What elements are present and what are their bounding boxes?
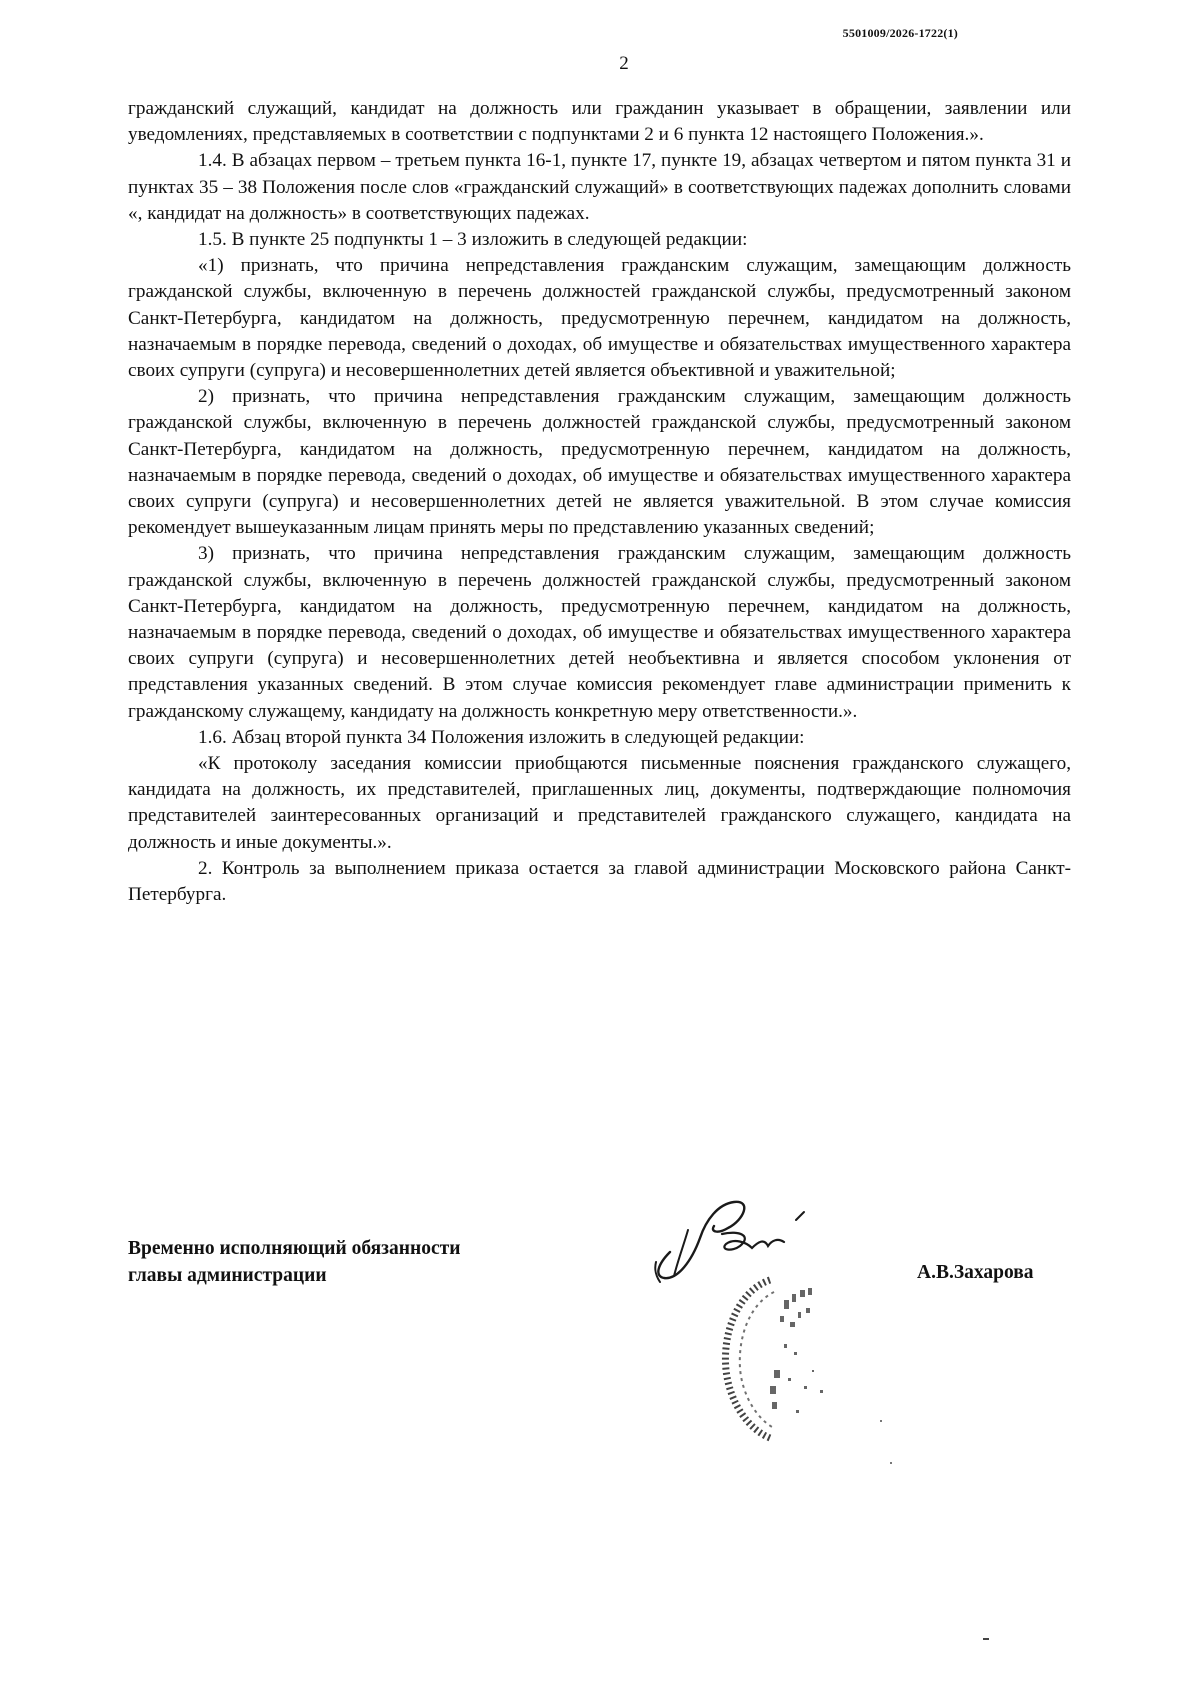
subparagraph-3: 3) признать, что причина непредставления гражданским служащим, замещающим должность гражданской службы, включенную в перечень должностей гражданской службы, предусмотренный законом Санкт-Петербурга, кандидатом на должность, предусмотренную перечнем, кандидатом на должность, назначаемым в порядке перевода, сведений о доходах, об имуществе и обязательствах имущественного характера своих супруги (супруга) и несовершеннолетних детей необъективна и является способом уклонения от представления указанных сведений. В этом случае комиссия рекомендует главе администрации применить к гражданскому служащему, кандидату на должность конкретную меру ответственности.». — [128, 543, 1071, 722]
page-number: 2 — [619, 53, 629, 74]
subparagraph-1: «1) признать, что причина непредставления гражданским служащим, замещающим должность гражданской службы, включенную в перечень должностей гражданской службы, предусмотренный законом Санкт-Петербурга, кандидатом на должность, предусмотренную перечнем, кандидатом на должность, назначаемым в порядке перевода, сведений о доходах, об имуществе и обязательствах имущественного характера своих супруги (супруга) и несовершеннолетних детей является объективной и уважительной; — [128, 255, 1071, 382]
document-body — [128, 96, 1071, 908]
paragraph-continuation: гражданский служащий, кандидат на должность или гражданин указывает в обращении, заявлении или уведомлениях, представляемых в соответствии с подпунктами 2 и 6 пункта 12 настоящего Положения.». — [128, 98, 1071, 146]
signer-position-line-2: главы администрации — [128, 1265, 327, 1286]
document-registration-number: 5501009/2026-1722(1) — [842, 26, 958, 40]
paragraph-1-6: 1.6. Абзац второй пункта 34 Положения изложить в следующей редакции: — [198, 726, 805, 748]
signer-position — [128, 1235, 460, 1289]
paragraph-1-6-quote: «К протоколу заседания комиссии приобщаются письменные пояснения гражданского служащего, кандидата на должность, их представителей, приглашенных лиц, документы, подтверждающие полномочия представителей заинтересованных организаций и представителей гражданского служащего, кандидата на должность и иные документы.». — [128, 753, 1071, 853]
signer-position-line-1: Временно исполняющий обязанности — [128, 1238, 461, 1259]
official-stamp — [700, 1260, 870, 1450]
paragraph-2: 2. Контроль за выполнением приказа остается за главой администрации Московского района Санкт-Петербурга. — [128, 857, 1071, 906]
subparagraph-2: 2) признать, что причина непредставления гражданским служащим, замещающим должность гражданской службы, включенную в перечень должностей гражданской службы, предусмотренный законом Санкт-Петербурга, кандидатом на должность, предусмотренную перечнем, кандидатом на должность, назначаемым в порядке перевода, сведений о доходах, об имуществе и обязательствах имущественного характера своих супруги (супруга) и несовершеннолетних детей не является уважительной. В этом случае комиссия рекомендует вышеуказанным лицам принять меры по представлению указанных сведений; — [128, 386, 1071, 539]
paragraph-1-4: 1.4. В абзацах первом – третьем пункта 16-1, пункте 17, пункте 19, абзацах четвертом и пятом пункта 31 и пунктах 35 – 38 Положения после слов «гражданский служащий» в соответствующих падежах дополнить словами «, кандидат на должность» в соответствующих падежах. — [128, 150, 1071, 224]
signer-name: А.В.Захарова — [917, 1262, 1034, 1283]
paragraph-1-5: 1.5. В пункте 25 подпункты 1 – 3 изложить в следующей редакции: — [198, 229, 748, 251]
